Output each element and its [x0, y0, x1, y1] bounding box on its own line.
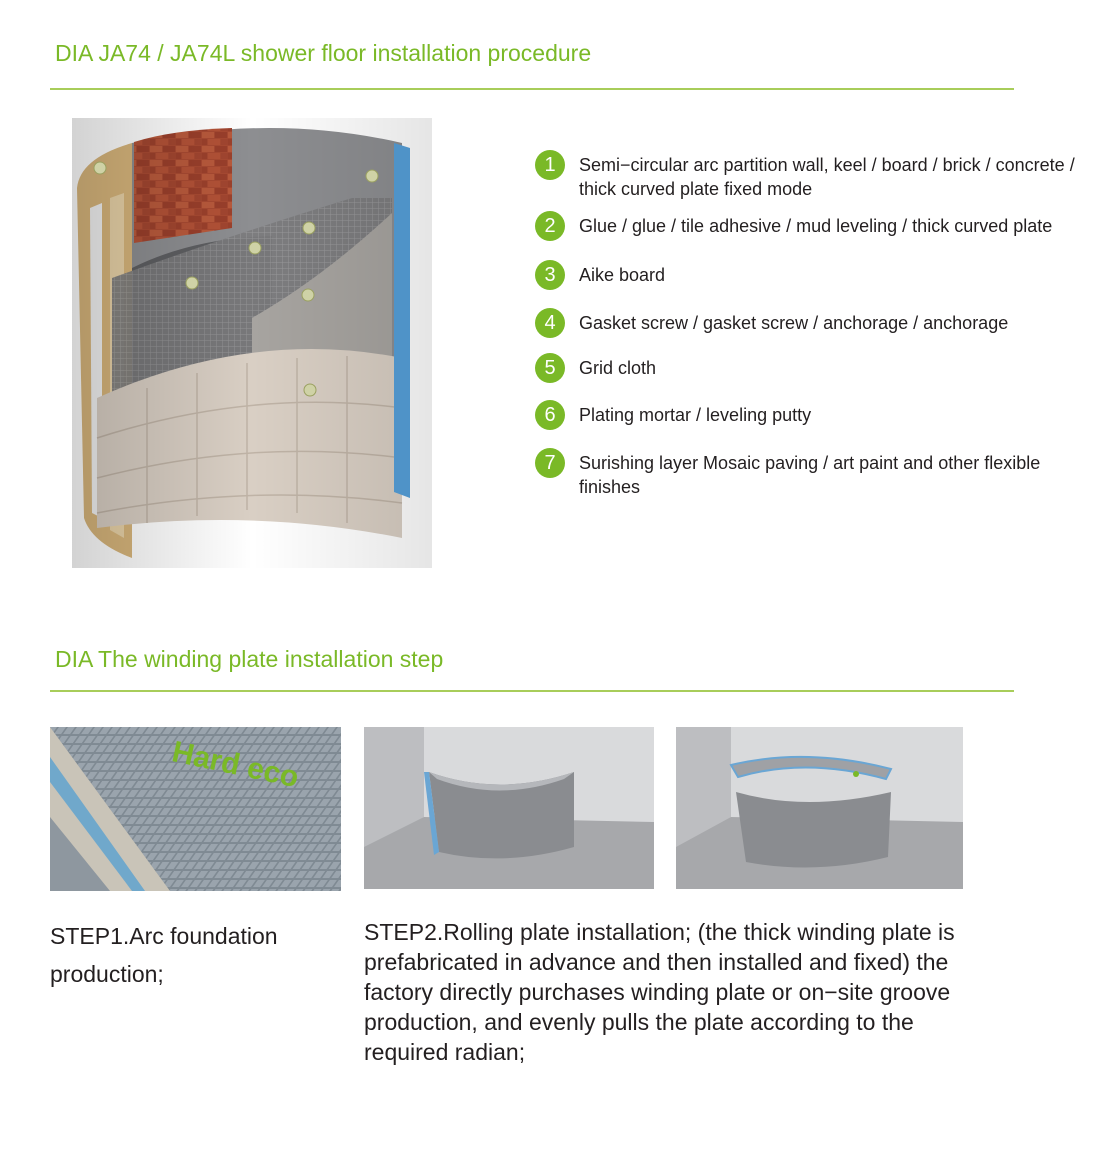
legend-number-badge: 1	[535, 150, 565, 180]
step-2-description: STEP2.Rolling plate installation; (the thick winding plate is prefabricated in advance and then installed and fixed) the factory directly purchases winding plate or on−site groove production, and evenly pulls the plate according to the required radian;	[364, 919, 955, 1065]
legend-number-badge: 3	[535, 260, 565, 290]
arc-foundation-board-photo	[50, 727, 341, 891]
legend-number-badge: 6	[535, 400, 565, 430]
legend-number-badge: 7	[535, 448, 565, 478]
legend-text: Gasket screw / gasket screw / anchorage / anchorage	[579, 313, 1009, 333]
curved-plate-box-photo	[364, 727, 654, 889]
legend-text: Glue / glue / tile adhesive / mud leveling / thick curved plate	[579, 216, 1053, 236]
section-1-title: DIA JA74 / JA74L shower floor installation procedure	[55, 40, 592, 66]
legend-number-badge: 5	[535, 353, 565, 383]
curved-wall-layers-illustration	[72, 118, 432, 568]
svg-text:Hard eco: Hard eco	[169, 735, 302, 795]
section-1-divider	[50, 88, 1014, 90]
section-2-divider	[50, 690, 1014, 692]
section-2-title: DIA The winding plate installation step	[55, 646, 444, 672]
rolling-plate-installation-photo	[676, 727, 963, 889]
step-1-description: STEP1.Arc foundation production;	[50, 923, 278, 987]
legend-number-badge: 2	[535, 211, 565, 241]
legend-text: Semi−circular arc partition wall, keel / board / brick / concrete / thick curved plate fixed mode	[579, 155, 1075, 199]
legend-text: Plating mortar / leveling putty	[579, 405, 812, 425]
legend-text: Aike board	[579, 265, 666, 285]
legend-text: Grid cloth	[579, 358, 657, 378]
legend-number-badge: 4	[535, 308, 565, 338]
legend-text: Surishing layer Mosaic paving / art paint and other flexible finishes	[579, 453, 1041, 497]
